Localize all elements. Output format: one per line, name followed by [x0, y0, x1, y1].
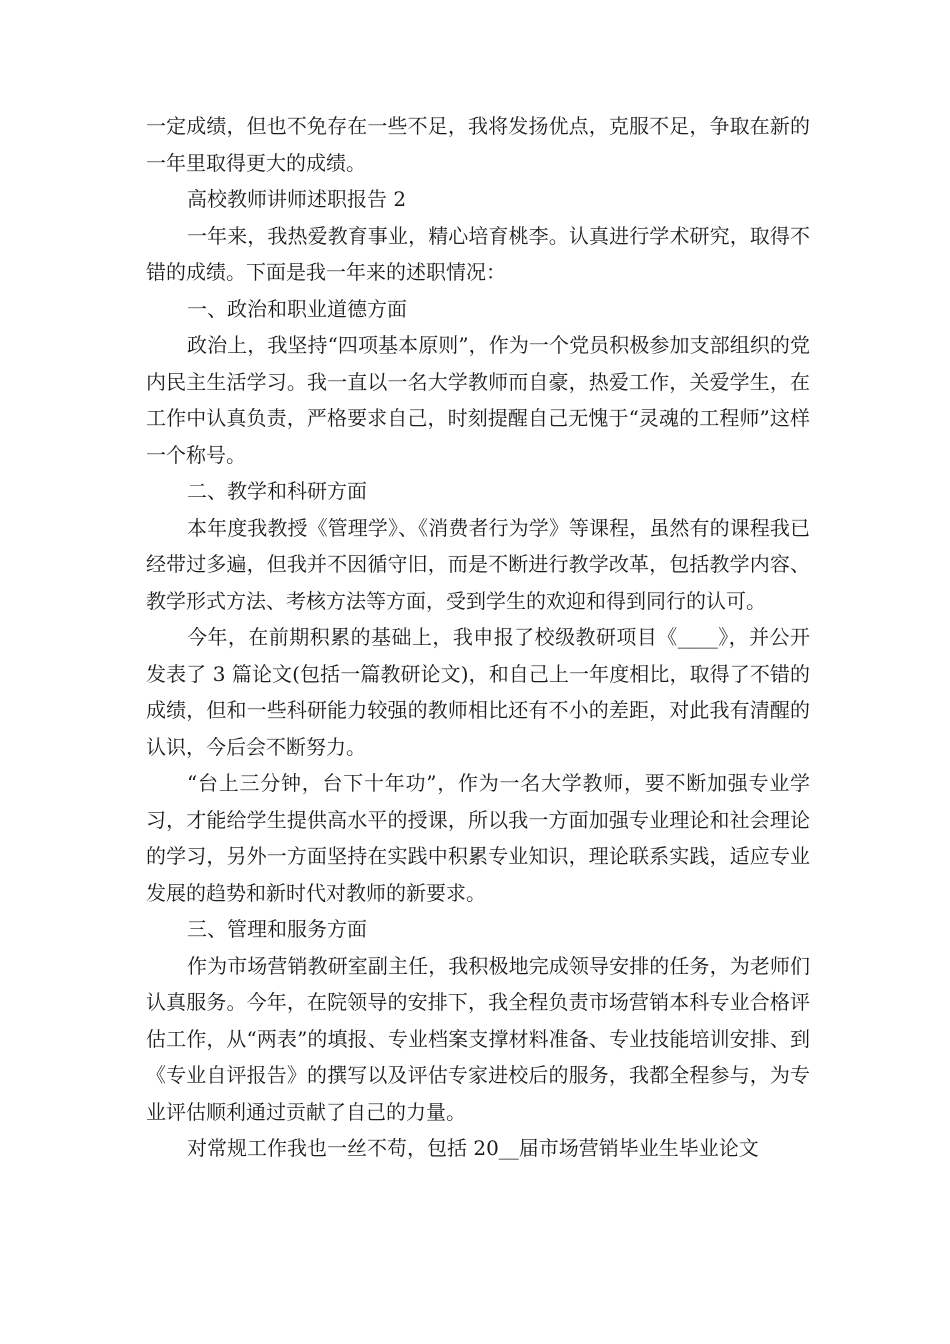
paragraph-study: “台上三分钟，台下十年功”，作为一名大学教师，要不断加强专业学习，才能给学生提供高水平的授课，所以我一方面加强专业理论和社会理论的学习，另外一方面坚持在实践中积累专业知识，理论联系实践，适应专业发展的趋势和新时代对教师的新要求。: [146, 771, 810, 905]
section-heading-politics: 一、政治和职业道德方面: [187, 296, 407, 321]
section-heading-management: 三、管理和服务方面: [187, 917, 367, 941]
paragraph-intro: 一年来，我热爱教育事业，精心培育桃李。认真进行学术研究，取得不错的成绩。下面是我一年来的述职情况：: [146, 223, 810, 284]
report-title: 高校教师讲师述职报告 2: [187, 187, 407, 211]
paragraph-teaching: 本年度我教授《管理学》、《消费者行为学》等课程，虽然有的课程我已经带过多遍，但我并不因循守旧，而是不断进行教学改革，包括教学内容、教学形式方法、考核方法等方面，受到学生的欢迎和得到同行的认可。: [146, 515, 810, 613]
paragraph-continuation: 一定成绩，但也不免存在一些不足，我将发扬优点，克服不足，争取在新的一年里取得更大的成绩。: [146, 114, 810, 175]
paragraph-management: 作为市场营销教研室副主任，我积极地完成领导安排的任务，为老师们认真服务。今年，在院领导的安排下，我全程负责市场营销本科专业合格评估工作，从“两表”的填报、专业档案支撑材料准备、专业技能培训安排、到《专业自评报告》的撰写以及评估专家进校后的服务，我都全程参与，为专业评估顺利通过贡献了自己的力量。: [146, 953, 810, 1124]
paragraph-routine-work: 对常规工作我也一丝不苟，包括 20__届市场营销毕业生毕业论文: [187, 1136, 759, 1160]
document-body: [146, 108, 810, 1167]
paragraph-politics: 政治上，我坚持“四项基本原则”，作为一个党员积极参加支部组织的党内民主生活学习。我一直以一名大学教师而自豪，热爱工作，关爱学生，在工作中认真负责，严格要求自己，时刻提醒自己无愧于“灵魂的工程师”这样一个称号。: [146, 333, 810, 467]
paragraph-research: 今年，在前期积累的基础上，我申报了校级教研项目《____》，并公开发表了 3 篇论文(包括一篇教研论文)，和自己上一年度相比，取得了不错的成绩，但和一些科研能力较强的教师相比还有不小的差距，对此我有清醒的认识，今后会不断努力。: [146, 625, 810, 759]
section-heading-teaching: 二、教学和科研方面: [187, 479, 367, 503]
